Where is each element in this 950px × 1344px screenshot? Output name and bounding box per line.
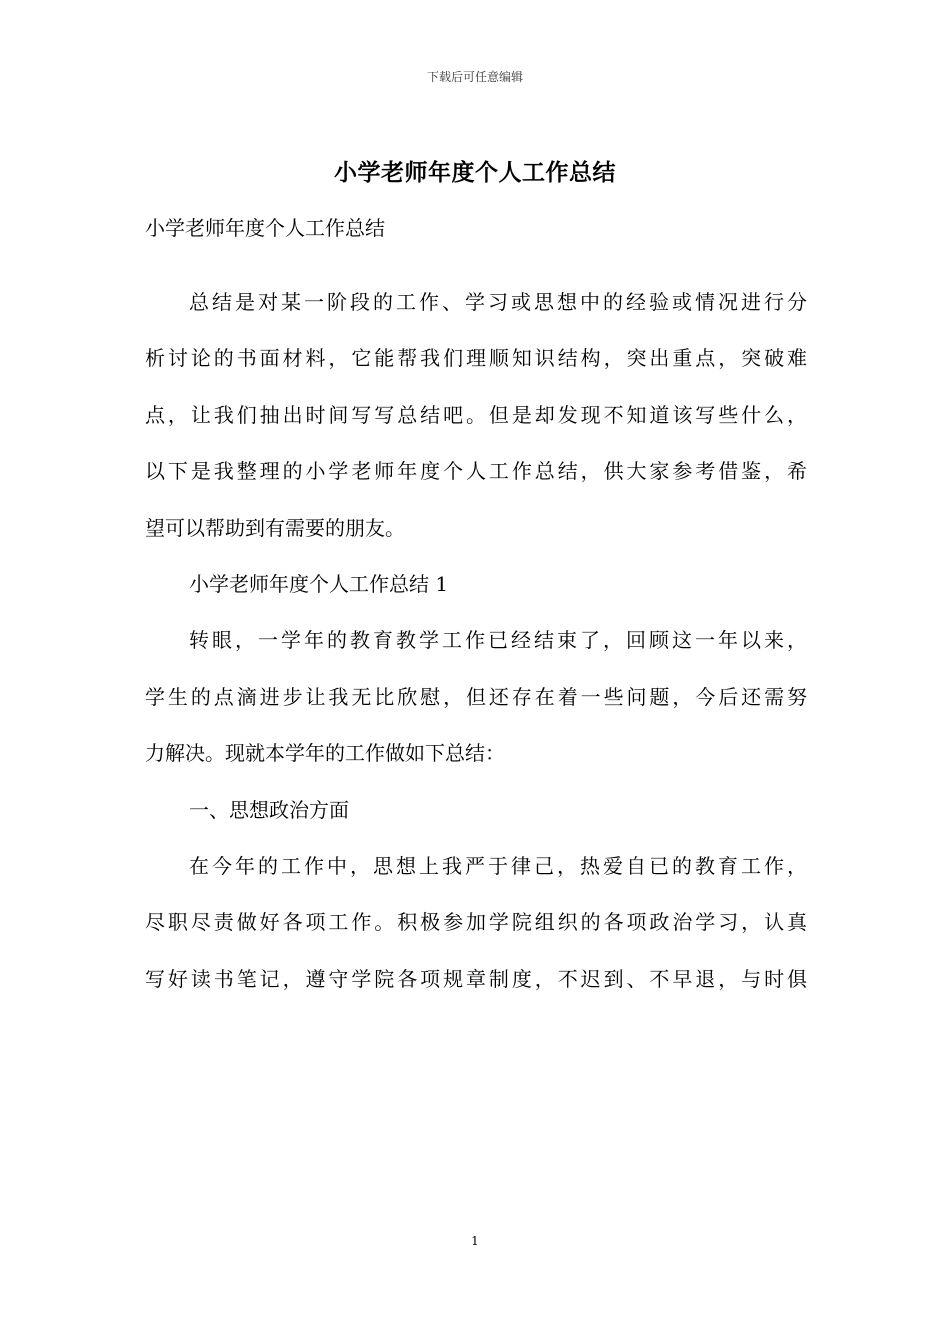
section-heading: 一、思想政治方面 — [189, 797, 349, 822]
page-number: 1 — [471, 1234, 479, 1248]
body-line: 点，让我们抽出时间写写总结吧。但是却发现不知道该写些什么， — [145, 402, 807, 427]
section-heading: 小学老师年度个人工作总结 1 — [189, 571, 449, 596]
body-line: 析讨论的书面材料，它能帮我们理顺知识结构，突出重点，突破难 — [145, 346, 807, 371]
document-title: 小学老师年度个人工作总结 — [334, 159, 616, 186]
body-line: 以下是我整理的小学老师年度个人工作总结，供大家参考借鉴，希 — [145, 459, 807, 484]
header-note: 下载后可任意编辑 — [426, 70, 523, 84]
body-line: 望可以帮助到有需要的朋友。 — [145, 515, 405, 540]
document-subtitle: 小学老师年度个人工作总结 — [145, 216, 385, 240]
body-line: 在今年的工作中，思想上我严于律己，热爱自已的教育工作， — [189, 853, 807, 878]
document-body — [145, 274, 807, 1007]
body-line: 转眼，一学年的教育教学工作已经结束了，回顾这一年以来， — [189, 628, 807, 653]
body-line: 写好读书笔记，遵守学院各项规章制度，不迟到、不早退，与时俱 — [145, 966, 807, 991]
body-line: 学生的点滴进步让我无比欣慰，但还存在着一些问题，今后还需努 — [145, 684, 807, 709]
body-line: 总结是对某一阶段的工作、学习或思想中的经验或情况进行分 — [189, 290, 807, 314]
body-line: 尽职尽责做好各项工作。积极参加学院组织的各项政治学习，认真 — [145, 910, 807, 935]
body-line: 力解决。现就本学年的工作做如下总结： — [145, 741, 505, 766]
